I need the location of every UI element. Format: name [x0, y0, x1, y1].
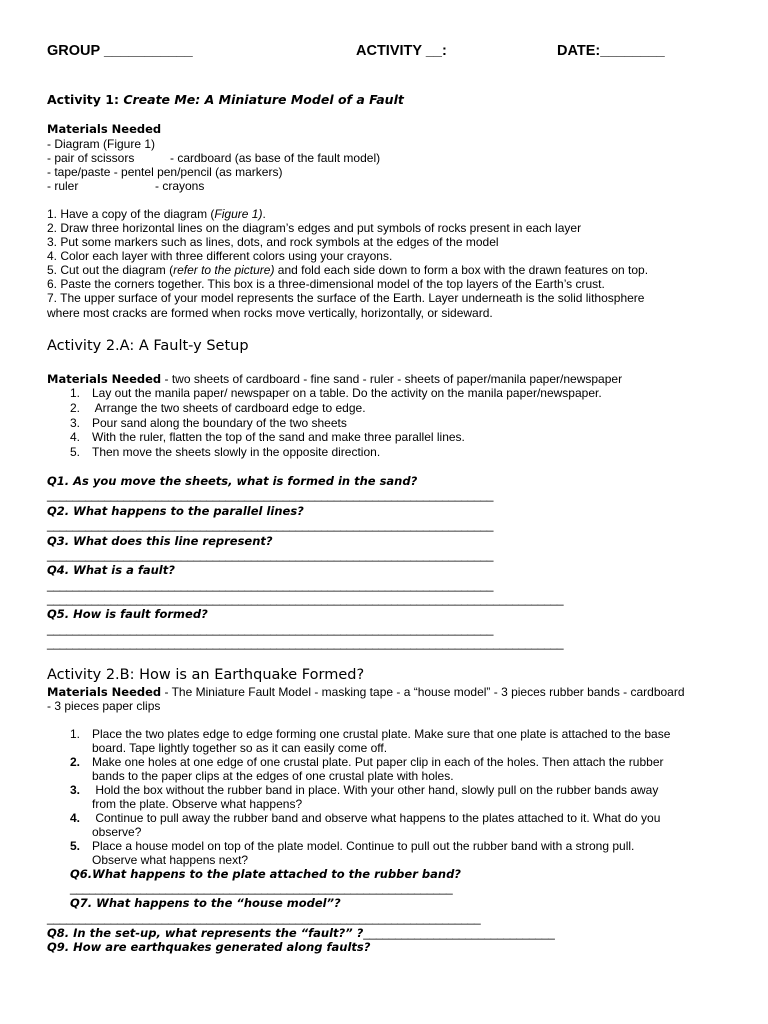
step-text: observe? — [92, 825, 142, 839]
worksheet-header — [0, 43, 768, 63]
step-text: Hold the box without the rubber band in place. With your other hand, slowly pull on the rubber bands away — [92, 783, 659, 797]
answer-line[interactable]: ______________________________________________________________________ — [47, 518, 494, 532]
group-field: GROUP ___________ — [47, 43, 193, 59]
step-text: and fold each side down to form a box with the drawn features on top. — [274, 263, 649, 277]
step-text: bands to the paper clips at the edges of one crustal plate with holes. — [92, 769, 454, 783]
activity1-step: 3. Put some markers such as lines, dots, and rock symbols at the edges of the model — [47, 235, 499, 249]
step-text: board. Tape lightly together so as it can easily come off. — [92, 741, 388, 755]
activity1-material-item: - crayons — [155, 179, 205, 193]
question-q4: Q4. What is a fault? — [47, 563, 175, 577]
step-number: 3. — [69, 783, 80, 797]
step-number: 5. — [69, 445, 80, 459]
step-number: 1. — [69, 386, 80, 400]
question-q8 — [47, 926, 555, 940]
activity1-title-italic: Create Me: A Miniature Model of a Fault — [123, 92, 404, 107]
step-text: With the ruler, flatten the top of the sand and make three parallel lines. — [92, 430, 465, 444]
step-number: 2. — [69, 401, 80, 415]
step-text-italic: Figure 1) — [214, 207, 263, 221]
step-text: Arrange the two sheets of cardboard edge to edge. — [92, 401, 366, 415]
question-q8-text: Q8. In the set-up, what represents the “fault?” ? — [47, 926, 364, 940]
activity2a-materials — [47, 372, 622, 386]
activity1-step: 4. Color each layer with three different colors using your crayons. — [47, 249, 393, 263]
activity1-material-item: - ruler — [47, 179, 79, 193]
activity1-material-item: - Diagram (Figure 1) — [47, 137, 156, 151]
answer-line[interactable]: _________________________________________________________________________________ — [47, 636, 564, 650]
activity1-step — [47, 207, 266, 221]
answer-line[interactable]: ______________________________________________________________________ — [47, 548, 494, 562]
activity1-step: 2. Draw three horizontal lines on the diagram’s edges and put symbols of rocks present in each layer — [47, 221, 582, 235]
step-text: Pour sand along the boundary of the two sheets — [92, 416, 347, 430]
answer-line[interactable]: ____________________________________________________________________ — [47, 911, 481, 925]
activity1-material-item: - tape/paste - pentel pen/pencil (as markers) — [47, 165, 283, 179]
question-q2: Q2. What happens to the parallel lines? — [47, 504, 304, 518]
activity1-material-item: - cardboard (as base of the fault model) — [170, 151, 381, 165]
step-text: from the plate. Observe what happens? — [92, 797, 303, 811]
answer-line[interactable]: ______________________________ — [363, 926, 555, 940]
question-q5: Q5. How is fault formed? — [47, 607, 208, 621]
step-text: . — [262, 207, 266, 221]
activity2b-materials-heading: Materials Needed — [47, 685, 162, 699]
step-text: Place a house model on top of the plate model. Continue to pull out the rubber band with a strong pull. — [92, 839, 635, 853]
question-q1: Q1. As you move the sheets, what is formed in the sand? — [47, 474, 418, 488]
activity1-materials-heading: Materials Needed — [47, 122, 162, 136]
step-number: 4. — [69, 430, 80, 444]
activity1-step: 6. Paste the corners together. This box is a three-dimensional model of the top layers of the Earth’s crust. — [47, 277, 605, 291]
step-text: Continue to pull away the rubber band and observe what happens to the plates attached to it. What do you — [92, 811, 661, 825]
question-q9: Q9. How are earthquakes generated along faults? — [47, 940, 371, 954]
activity2b-title: Activity 2.B: How is an Earthquake Formed? — [47, 667, 365, 683]
date-field: DATE:________ — [557, 43, 665, 59]
answer-line[interactable]: ______________________________________________________________________ — [47, 488, 494, 502]
step-number: 1. — [69, 727, 80, 741]
step-text: Place the two plates edge to edge forming one crustal plate. Make sure that one plate is attached to the base — [92, 727, 671, 741]
step-number: 2. — [69, 755, 80, 769]
activity2b-materials-cont: - 3 pieces paper clips — [47, 699, 161, 713]
step-text: Observe what happens next? — [92, 853, 249, 867]
activity1-step: where most cracks are formed when rocks move vertically, horizontally, or sideward. — [47, 306, 493, 320]
activity2a-materials-heading: Materials Needed — [47, 372, 162, 386]
activity2b-materials-text: - The Miniature Fault Model - masking tape - a “house model” - 3 pieces rubber bands - cardboard — [161, 685, 685, 699]
activity1-step: 7. The upper surface of your model represents the surface of the Earth. Layer underneath is the solid lithosphere — [47, 291, 645, 305]
step-number: 5. — [69, 839, 80, 853]
step-text: Then move the sheets slowly in the opposite direction. — [92, 445, 381, 459]
question-q7: Q7. What happens to the “house model”? — [70, 896, 341, 910]
step-text: 5. Cut out the diagram ( — [47, 263, 174, 277]
activity1-material-item: - pair of scissors — [47, 151, 135, 165]
activity2a-materials-text: - two sheets of cardboard - fine sand - ruler - sheets of paper/manila paper/newspaper — [161, 372, 623, 386]
step-text: Lay out the manila paper/ newspaper on a table. Do the activity on the manila paper/newspaper. — [92, 386, 602, 400]
question-q6: Q6.What happens to the plate attached to the rubber band? — [70, 867, 461, 881]
answer-line[interactable]: ______________________________________________________________________ — [47, 622, 494, 636]
activity2b-materials — [47, 685, 685, 699]
step-number: 4. — [69, 811, 80, 825]
step-text: 1. Have a copy of the diagram ( — [47, 207, 215, 221]
step-text: Make one holes at one edge of one crustal plate. Put paper clip in each of the holes. Then attach the rubber — [92, 755, 664, 769]
answer-line[interactable]: ______________________________________________________________________ — [47, 578, 494, 592]
step-text-italic: refer to the picture) — [173, 263, 275, 277]
activity2a-title: Activity 2.A: A Fault-y Setup — [47, 338, 249, 354]
activity1-title-prefix: Activity 1: — [47, 92, 124, 107]
answer-line[interactable]: _________________________________________________________________________________ — [47, 592, 564, 606]
answer-line[interactable]: ____________________________________________________________ — [70, 881, 453, 895]
step-number: 3. — [69, 416, 80, 430]
activity1-title — [47, 93, 404, 107]
activity-field: ACTIVITY __: — [356, 43, 447, 59]
activity1-step — [47, 263, 648, 277]
question-q3: Q3. What does this line represent? — [47, 534, 273, 548]
